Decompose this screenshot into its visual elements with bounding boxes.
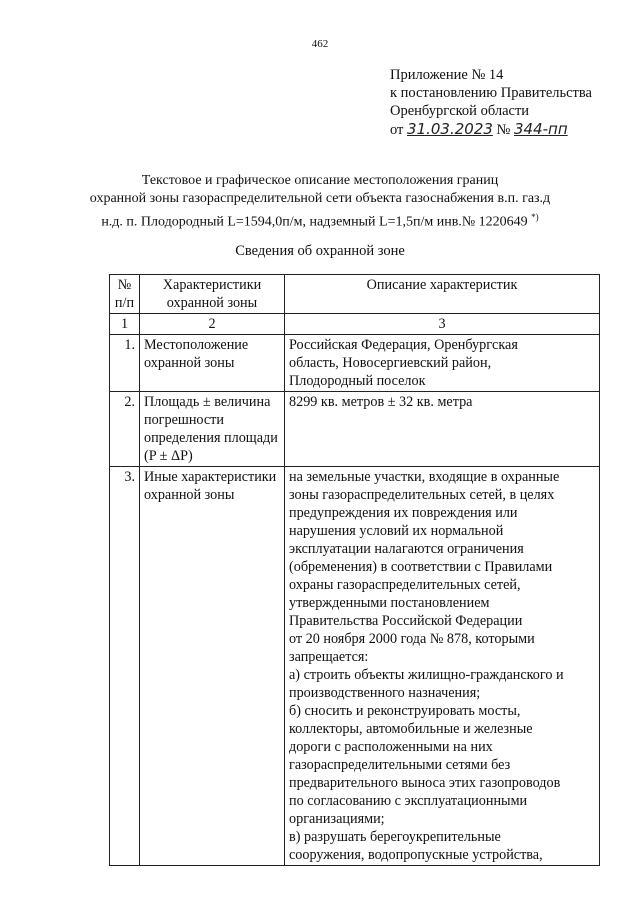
row-number: 2. — [110, 392, 140, 467]
header-characteristic: Характеристики охранной зоны — [140, 275, 285, 314]
date-prefix: от — [390, 122, 404, 138]
title-line-3 — [0, 208, 640, 232]
index-cell-3: 3 — [285, 314, 600, 335]
appendix-region: Оренбургской области — [390, 103, 530, 119]
table-header-row — [110, 275, 600, 314]
title-line-2: охранной зоны газораспределительной сети объекта газоснабжения в.п. газ.д — [89, 191, 551, 206]
row-characteristic: Местоположение охранной зоны — [140, 335, 285, 392]
table-row — [110, 467, 600, 866]
header-description: Описание характеристик — [285, 275, 600, 314]
appendix-reference: к постановлению Правительства — [390, 85, 592, 101]
document-title — [0, 172, 640, 232]
row-characteristic: Площадь ± величина погрешности определения площади (P ± ΔP) — [140, 392, 285, 467]
handwritten-number: 344-пп — [514, 120, 568, 138]
title-line-3-text: н.д. п. Плодородный L=1594,0п/м, надземный L=1,5п/м инв.№ 1220649 — [101, 214, 528, 230]
footnote-mark: *) — [531, 212, 539, 222]
row-description: 8299 кв. метров ± 32 кв. метра — [285, 392, 600, 467]
table-row — [110, 335, 600, 392]
table-index-row — [110, 314, 600, 335]
row-number: 1. — [110, 335, 140, 392]
section-subtitle: Сведения об охранной зоне — [235, 243, 405, 259]
header-num: № п/п — [110, 275, 140, 314]
row-description: на земельные участки, входящие в охранные зоны газораспределительных сетей, в целях предупреждения их повреждения или нарушения условий их нормальной эксплуатации налагаются ограничения (обременения) в соответствии с Правилами охраны газораспределительных сетей, утвержденными постановлением Правительства Российской Федерации от 20 ноября 2000 года № 878, которыми запрещается: а) строить объекты жилищно-гражданского и производственного назначения; б) сносить и реконструировать мосты, коллекторы, автомобильные и железные дороги с расположенными на них газораспределительными сетями без предварительного выноса этих газопроводов по согласованию с эксплуатационными организациями; в) разрушать берегоукрепительные сооружения, водопропускные устройства, — [285, 467, 600, 866]
zone-info-table — [109, 274, 600, 866]
page-number: 462 — [311, 38, 329, 50]
title-line-1: Текстовое и графическое описание местоположения границ — [141, 173, 499, 188]
table-row — [110, 392, 600, 467]
appendix-date-line — [390, 120, 630, 139]
number-sign: № — [496, 122, 511, 138]
row-characteristic: Иные характеристики охранной зоны — [140, 467, 285, 866]
appendix-header — [390, 66, 630, 139]
index-cell-1: 1 — [110, 314, 140, 335]
handwritten-date: 31.03.2023 — [407, 120, 493, 138]
appendix-title: Приложение № 14 — [390, 67, 504, 83]
index-cell-2: 2 — [140, 314, 285, 335]
row-description: Российская Федерация, Оренбургская область, Новосергиевский район, Плодородный поселок — [285, 335, 600, 392]
row-number: 3. — [110, 467, 140, 866]
